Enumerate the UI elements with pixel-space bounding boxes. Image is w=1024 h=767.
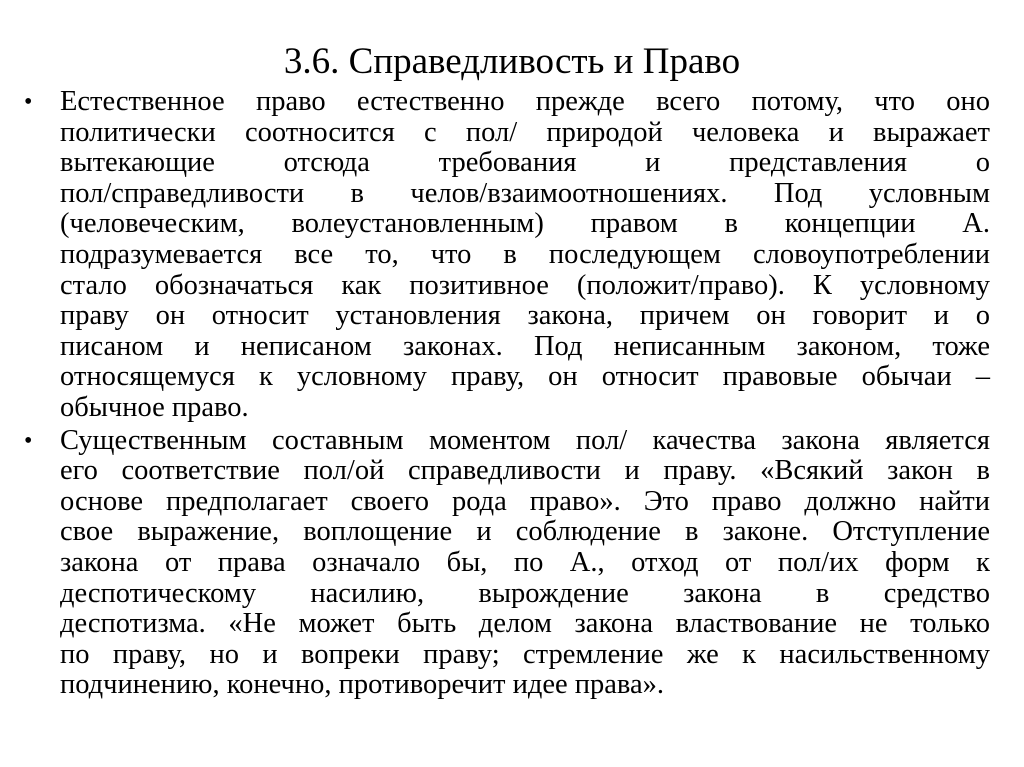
text-line: (человеческим, волеустановленным) правом в концепции А.	[60, 208, 990, 240]
slide-title: 3.6. Справедливость и Право	[283, 41, 741, 82]
text-line: деспотизма. «Не может быть делом закона властвование не только	[60, 608, 990, 640]
bullet-item-1	[24, 87, 990, 424]
text-line: вытекающие отсюда требования и представления о	[60, 147, 990, 179]
text-line: политически соотносится с пол/ природой человека и выражает	[60, 116, 990, 148]
bullet-list	[24, 87, 990, 703]
text-line: пол/справедливости в челов/взаимоотношениях. Под условным	[60, 177, 990, 209]
text-line: Существенным составным моментом пол/ качества закона является	[60, 424, 990, 456]
text-line: Естественное право естественно прежде всего потому, что оно	[60, 86, 990, 117]
text-line: по праву, но и вопреки праву; стремление же к насильственному	[60, 638, 990, 670]
text-line: деспотическому насилию, вырождение закона в средство	[60, 577, 990, 609]
text-line: свое выражение, воплощение и соблюдение в законе. Отступление	[60, 516, 990, 548]
bullet-marker: •	[24, 427, 33, 454]
text-line: подразумевается все то, что в последующем словоупотреблении	[60, 238, 990, 270]
text-line: стало обозначаться как позитивное (положит/право). К условному	[60, 269, 990, 301]
text-line: его соответствие пол/ой справедливости и праву. «Всякий закон в	[60, 455, 990, 487]
bullet-marker: •	[24, 89, 33, 115]
text-line: относящемуся к условному праву, он относит правовые обычаи –	[60, 361, 990, 393]
text-line: основе предполагает своего рода право». Это право должно найти	[60, 485, 990, 517]
text-line: писаном и неписаном законах. Под неписанным законом, тоже	[60, 330, 990, 362]
text-line: обычное право.	[60, 391, 249, 423]
text-line: закона от права означало бы, по А., отход от пол/их форм к	[60, 546, 990, 578]
text-line: праву он относит установления закона, причем он говорит и о	[60, 300, 990, 332]
bullet-item-2	[24, 426, 990, 701]
text-line: подчинению, конечно, противоречит идее права».	[60, 669, 665, 701]
